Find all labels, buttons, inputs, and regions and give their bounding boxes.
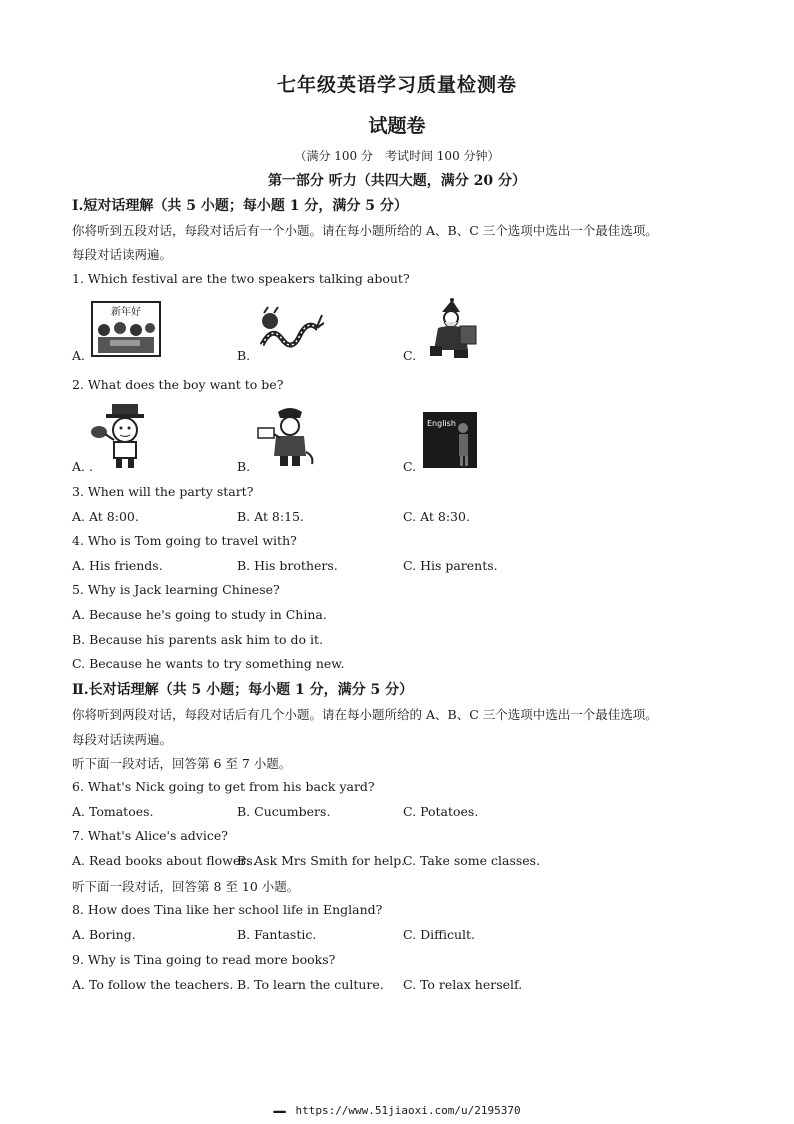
section2-instruction-2: 每段对话读两遍。 [72,732,173,747]
q4-option-b[interactable]: B. His brothers. [237,558,338,573]
q4-option-c[interactable]: C. His parents. [403,558,498,573]
q1-option-a[interactable]: A. [72,348,86,363]
q9-option-b[interactable]: B. To learn the culture. [237,977,384,992]
section2-heading: Ⅱ.长对话理解（共 5 小题；每小题 1 分，满分 5 分） [72,682,414,698]
dialogue-lead-2: 听下面一段对话，回答第 8 至 10 小题。 [72,879,300,894]
question-8: 8. How does Tina like her school life in England? [72,902,383,917]
part1-heading: 第一部分 听力（共四大题，满分 20 分） [267,173,527,189]
question-9: 9. Why is Tina going to read more books? [72,952,336,967]
footer-logo: ▬▬▬ [273,1107,285,1116]
q9-option-c[interactable]: C. To relax herself. [403,977,523,992]
q1-option-b[interactable]: B. [237,348,251,363]
section2-instruction: 你将听到两段对话，每段对话后有几个小题。请在每小题所给的 A、B、C 三个选项中选出一个最佳选项。 [72,707,658,722]
new-year-picture-text: 新年好 [111,307,141,318]
q6-option-c[interactable]: C. Potatoes. [403,804,479,819]
q7-option-c[interactable]: C. Take some classes. [403,853,541,868]
q8-option-b[interactable]: B. Fantastic. [237,927,317,942]
q1-option-c[interactable]: C. [403,348,417,363]
exam-info: （满分 100 分 考试时间 100 分钟） [294,149,500,163]
blackboard-text: English [427,419,456,428]
q9-option-a[interactable]: A. To follow the teachers. [72,977,234,992]
q8-option-a[interactable]: A. Boring. [72,927,136,942]
q2-option-c[interactable]: C. [403,459,417,474]
q2-option-a[interactable]: A. . [72,459,93,474]
question-4: 4. Who is Tom going to travel with? [72,533,297,548]
q5-option-a[interactable]: A. Because he's going to study in China. [72,607,327,622]
new-year-picture [90,300,162,362]
exam-title: 七年级英语学习质量检测卷 [276,74,517,96]
q2-option-b[interactable]: B. [237,459,251,474]
q5-option-c[interactable]: C. Because he wants to try something new. [72,656,345,671]
footer-url-link[interactable]: https://www.51jiaoxi.com/u/2195370 [295,1104,521,1117]
question-1: 1. Which festival are the two speakers talking about? [72,271,410,286]
policeman-picture [256,404,318,472]
q6-option-a[interactable]: A. Tomatoes. [72,804,154,819]
dragon-picture [258,305,324,361]
santa-claus-picture [420,298,480,364]
teacher-blackboard-picture [421,410,479,474]
q4-option-a[interactable]: A. His friends. [72,558,163,573]
q3-option-a[interactable]: A. At 8:00. [72,509,139,524]
q3-option-b[interactable]: B. At 8:15. [237,509,304,524]
section1-instruction: 你将听到五段对话，每段对话后有一个小题。请在每小题所给的 A、B、C 三个选项中选出一个最佳选项。 [72,223,658,238]
question-6: 6. What's Nick going to get from his back yard? [72,779,375,794]
question-5: 5. Why is Jack learning Chinese? [72,582,280,597]
question-7: 7. What's Alice's advice? [72,828,228,843]
question-3: 3. When will the party start? [72,484,254,499]
page-footer [0,1104,794,1117]
dialogue-lead-1: 听下面一段对话，回答第 6 至 7 小题。 [72,756,292,771]
section1-instruction-2: 每段对话读两遍。 [72,247,173,262]
chef-picture [90,402,152,474]
q8-option-c[interactable]: C. Difficult. [403,927,476,942]
question-2: 2. What does the boy want to be? [72,377,284,392]
q6-option-b[interactable]: B. Cucumbers. [237,804,331,819]
q7-option-b[interactable]: B. Ask Mrs Smith for help. [237,853,406,868]
q5-option-b[interactable]: B. Because his parents ask him to do it. [72,632,324,647]
q7-option-a[interactable]: A. Read books about flowers. [72,853,257,868]
section1-heading: Ⅰ.短对话理解（共 5 小题；每小题 1 分，满分 5 分） [72,198,408,214]
exam-subtitle: 试题卷 [368,115,426,137]
q3-option-c[interactable]: C. At 8:30. [403,509,470,524]
